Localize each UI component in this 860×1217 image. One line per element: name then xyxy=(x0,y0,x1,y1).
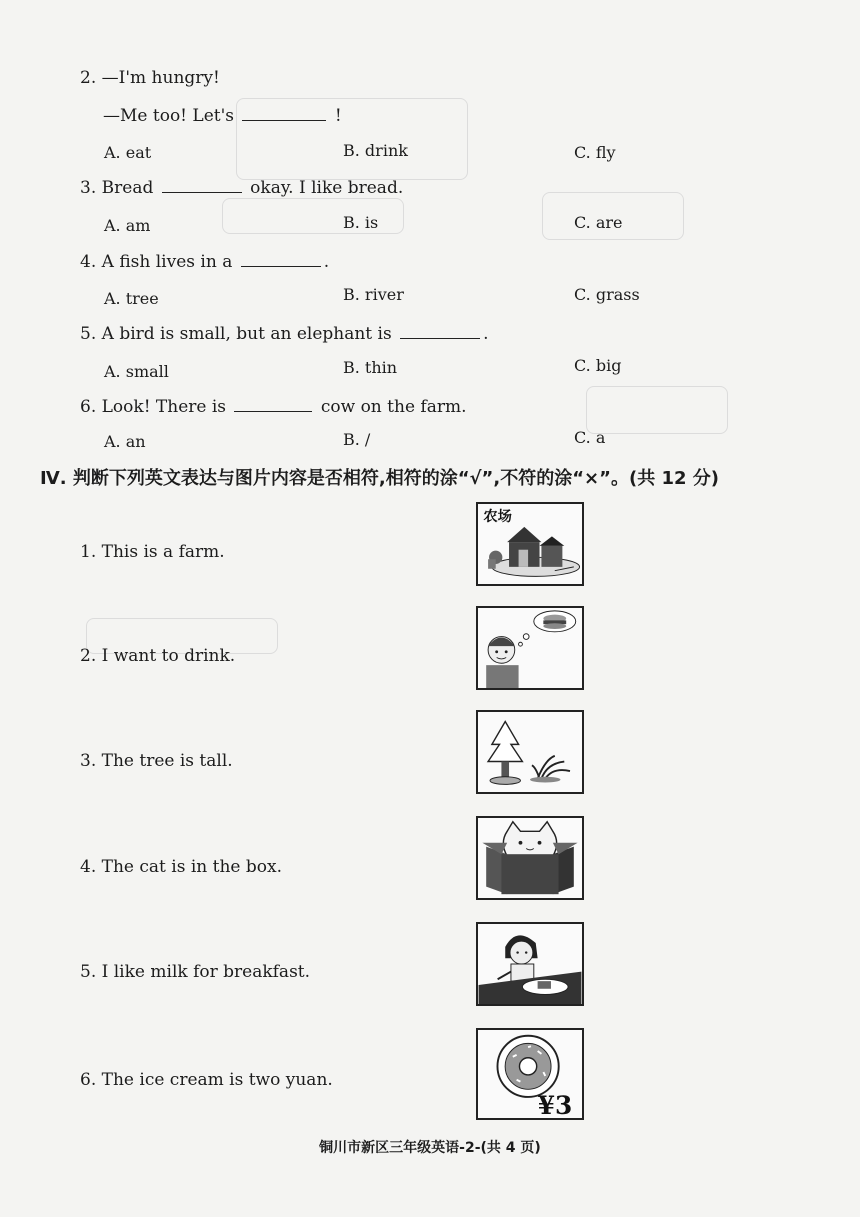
question-5 xyxy=(80,324,489,344)
question-number: 3. xyxy=(80,178,97,198)
question-text: okay. I like bread. xyxy=(250,178,404,198)
question-text: A fish lives in a xyxy=(101,252,233,272)
option-c: C. are xyxy=(574,213,623,232)
answer-blank xyxy=(241,265,321,267)
judge-item-6: 6. The ice cream is two yuan. xyxy=(80,1070,333,1090)
judge-item-1: 1. This is a farm. xyxy=(80,542,225,562)
option-a: A. small xyxy=(104,362,169,381)
answer-blank xyxy=(234,410,312,412)
tree-and-grass-picture xyxy=(476,710,584,794)
question-text: —I'm hungry! xyxy=(101,68,220,88)
judge-item-2: 2. I want to drink. xyxy=(80,646,236,666)
question-4 xyxy=(80,252,329,272)
tree-grass-illustration xyxy=(478,712,582,792)
option-a: A. eat xyxy=(104,143,152,162)
judge-item-3: 3. The tree is tall. xyxy=(80,751,233,771)
girl-eating-illustration xyxy=(478,924,582,1004)
cat-box-illustration xyxy=(478,818,582,898)
price-label: ¥3 xyxy=(537,1091,573,1118)
question-2-line1 xyxy=(80,68,220,88)
boy-hamburger-illustration xyxy=(478,608,582,688)
question-text: cow on the farm. xyxy=(320,397,467,417)
question-number: 6. xyxy=(80,397,97,417)
option-c: C. big xyxy=(574,356,622,375)
farm-label: 农场 xyxy=(483,509,512,526)
question-number: 4. xyxy=(80,252,97,272)
option-a: A. tree xyxy=(104,289,159,308)
question-2-line2 xyxy=(103,106,342,126)
page-footer: 铜川市新区三年级英语-2-(共 4 页) xyxy=(319,1140,541,1156)
option-b: B. river xyxy=(343,285,404,304)
question-text: ! xyxy=(334,106,342,126)
option-a: A. an xyxy=(104,432,146,451)
question-text: . xyxy=(323,252,330,272)
question-text: —Me too! Let's xyxy=(103,106,234,126)
option-c: C. fly xyxy=(574,143,616,162)
donut-price-picture xyxy=(476,1028,584,1120)
option-b: B. is xyxy=(343,213,379,232)
judge-item-4: 4. The cat is in the box. xyxy=(80,857,282,877)
question-number: 2. xyxy=(80,68,97,88)
judge-item-5: 5. I like milk for breakfast. xyxy=(80,962,311,982)
question-3 xyxy=(80,178,403,198)
question-6 xyxy=(80,397,466,417)
option-c: C. a xyxy=(574,428,606,447)
answer-blank xyxy=(162,191,242,193)
question-number: 5. xyxy=(80,324,97,344)
cat-in-box-picture xyxy=(476,816,584,900)
section-4-heading: Ⅳ. 判断下列英文表达与图片内容是否相符,相符的涂“√”,不符的涂“×”。(共 12 分) xyxy=(40,468,719,489)
question-text: Bread xyxy=(101,178,154,198)
bleed-through-box xyxy=(586,386,728,434)
boy-thinking-hamburger-picture xyxy=(476,606,584,690)
option-b: B. drink xyxy=(343,141,408,160)
question-text: Look! There is xyxy=(101,397,227,417)
answer-blank xyxy=(242,119,326,121)
answer-blank xyxy=(400,337,480,339)
girl-eating-picture xyxy=(476,922,584,1006)
option-b: B. thin xyxy=(343,358,398,377)
question-text: A bird is small, but an elephant is xyxy=(101,324,392,344)
farm-illustration xyxy=(478,504,582,584)
donut-illustration xyxy=(478,1030,582,1118)
option-b: B. / xyxy=(343,430,371,449)
option-c: C. grass xyxy=(574,285,640,304)
farm-picture xyxy=(476,502,584,586)
question-text: . xyxy=(483,324,489,344)
option-a: A. am xyxy=(104,216,151,235)
